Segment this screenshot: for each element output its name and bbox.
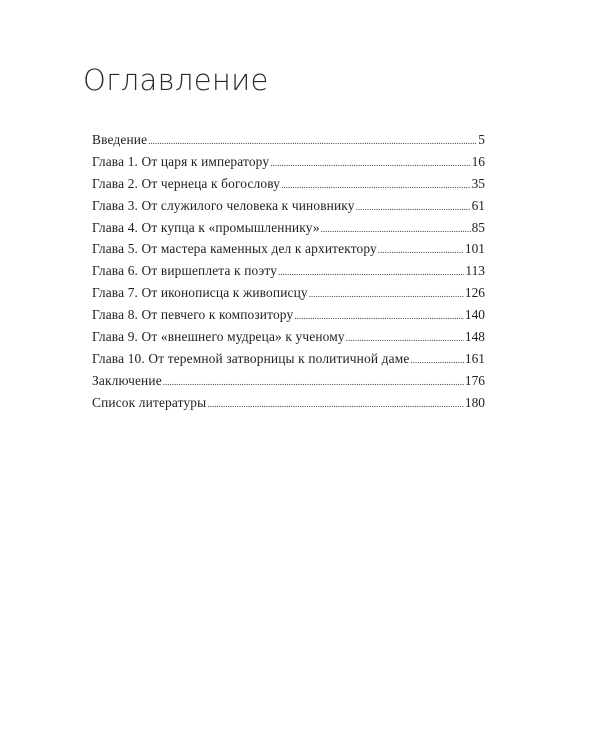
- toc-entry-chapter-3: [92, 195, 485, 217]
- toc-entry-page: 5: [478, 132, 485, 147]
- page-title: Оглавление: [83, 63, 269, 97]
- toc-entry-chapter-10: [92, 348, 485, 370]
- toc-entry-chapter-1: [92, 151, 485, 173]
- toc-entry-page: 140: [464, 307, 485, 323]
- toc-entry-label: Глава 5. От мастера каменных дел к архитектору: [92, 241, 377, 257]
- dot-leader: [163, 370, 464, 394]
- toc-entry-label: Заключение: [92, 372, 162, 388]
- toc-entry-label: Глава 7. От иконописца к живописцу: [92, 285, 308, 301]
- toc-entry-label: Глава 6. От виршеплета к поэту: [92, 263, 278, 279]
- dot-leader: [356, 195, 471, 219]
- toc-entry-label: Глава 3. От служилого человека к чиновнику: [92, 197, 355, 213]
- toc-entry-bibliography: [92, 392, 485, 414]
- toc-entry-chapter-2: [92, 173, 485, 195]
- dot-leader: [148, 129, 477, 153]
- toc-entry-page: 85: [471, 219, 485, 235]
- dot-leader: [270, 151, 470, 175]
- toc-entry-page: 180: [464, 394, 485, 410]
- dot-leader: [278, 260, 464, 284]
- toc-entry-label: Глава 1. От царя к императору: [92, 153, 270, 169]
- dot-leader: [207, 392, 464, 416]
- dot-leader: [346, 326, 464, 350]
- toc-entry-label: Список литературы: [92, 394, 207, 410]
- dot-leader: [281, 173, 471, 197]
- toc-entry-page: 176: [464, 372, 485, 388]
- toc-entry-label: Глава 10. От теремной затворницы к политичной даме: [92, 350, 410, 366]
- toc-entry-page: 61: [471, 197, 485, 213]
- dot-leader: [378, 238, 464, 262]
- dot-leader: [410, 348, 463, 372]
- toc-entry-conclusion: [92, 370, 485, 392]
- dot-leader: [294, 304, 464, 328]
- toc-entry-page: 148: [464, 329, 485, 345]
- toc-entry-page: 16: [471, 153, 485, 169]
- toc-entry-page: 113: [465, 263, 485, 279]
- toc-entry-label: Введение: [92, 132, 148, 147]
- toc-entry-page: 101: [464, 241, 485, 257]
- toc-entry-introduction: [92, 129, 485, 151]
- toc-entry-chapter-8: [92, 304, 485, 326]
- toc-entry-chapter-7: [92, 282, 485, 304]
- table-of-contents: [92, 129, 485, 414]
- toc-entry-chapter-5: [92, 238, 485, 260]
- toc-entry-page: 35: [471, 175, 485, 191]
- toc-entry-chapter-6: [92, 260, 485, 282]
- toc-entry-label: Глава 8. От певчего к композитору: [92, 307, 294, 323]
- toc-entry-page: 161: [464, 350, 485, 366]
- dot-leader: [309, 282, 464, 306]
- toc-entry-chapter-9: [92, 326, 485, 348]
- toc-entry-chapter-4: [92, 217, 485, 239]
- toc-entry-label: Глава 4. От купца к «промышленнику»: [92, 219, 320, 235]
- dot-leader: [321, 217, 471, 241]
- toc-entry-label: Глава 2. От чернеца к богослову: [92, 175, 281, 191]
- toc-entry-page: 126: [464, 285, 485, 301]
- toc-entry-label: Глава 9. От «внешнего мудреца» к ученому: [92, 329, 345, 345]
